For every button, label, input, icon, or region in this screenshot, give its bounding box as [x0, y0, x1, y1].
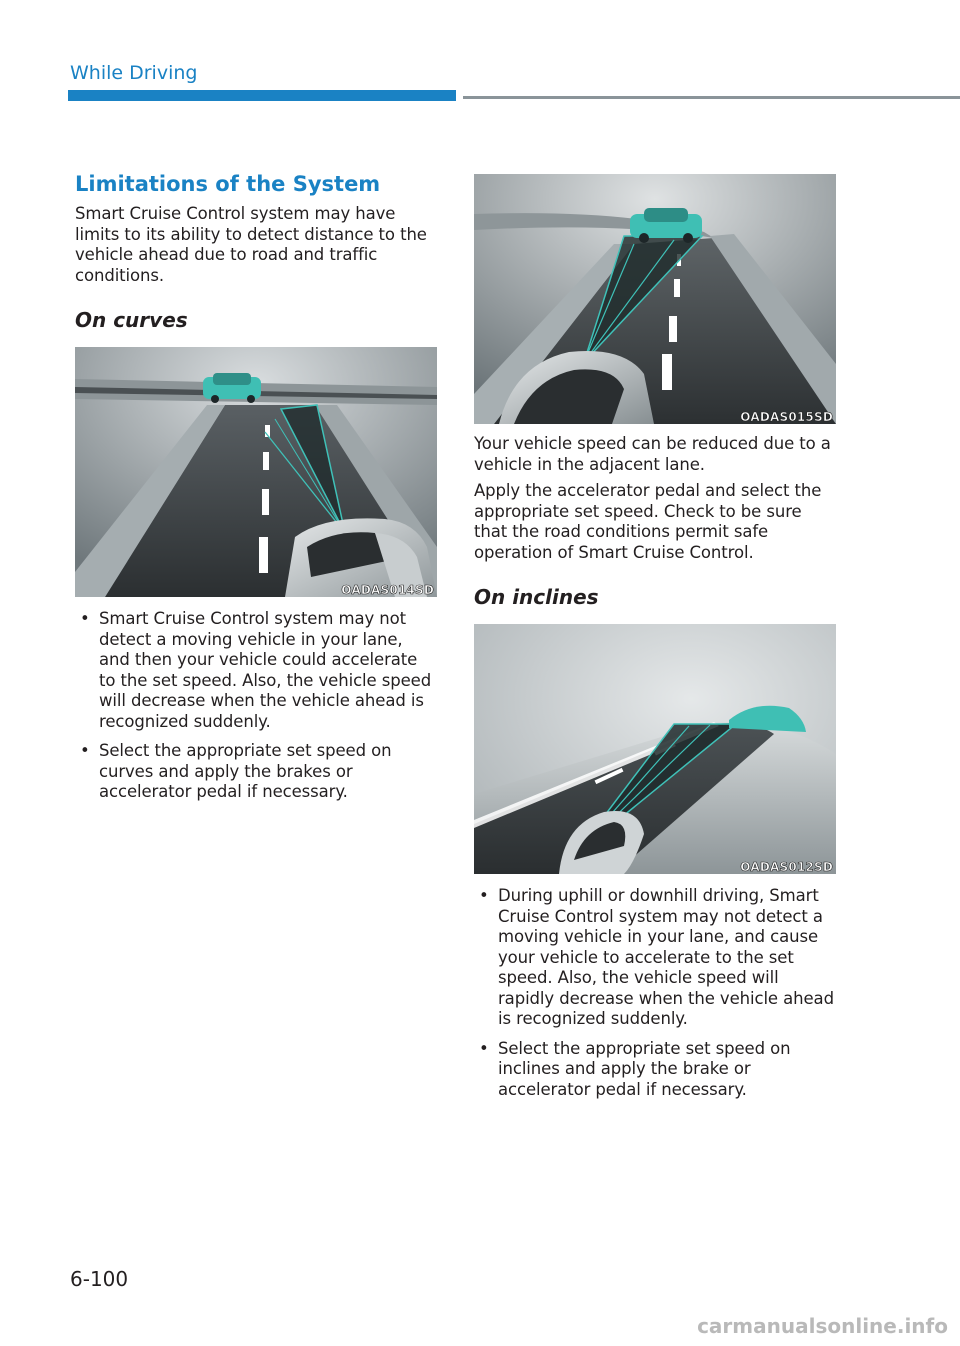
list-item: [75, 741, 437, 803]
inclines-scene: [474, 624, 836, 874]
figure-code: OADAS014SD: [341, 583, 434, 597]
section-title: Limitations of the System: [75, 172, 381, 196]
page-number: 6-100: [70, 1267, 129, 1291]
adjacent-lane-paragraph: Your vehicle speed can be reduced due to a vehicle in the adjacent lane.: [474, 434, 831, 474]
right-column: [474, 174, 836, 1109]
bullet-icon: •: [479, 1038, 489, 1058]
intro-paragraph: Smart Cruise Control system may have limits to its ability to detect distance to the vehicle ahead due to road and traffic conditions.: [75, 204, 427, 285]
curves-bullet-list: [75, 609, 437, 803]
adjacent-lane-scene: [474, 174, 836, 424]
inclines-heading: On inclines: [474, 585, 599, 609]
figure-code: OADAS015SD: [740, 410, 833, 424]
bullet-icon: •: [80, 609, 90, 628]
figure-code: OADAS012SD: [740, 860, 833, 874]
bullet-text: During uphill or downhill driving, Smart Cruise Control system may not detect a moving vehicle in your lane, and cause your vehicle to accelerate to the set speed. Also, the vehicle speed will rapidly decrease when the vehicle ahead is recognized suddenly.: [498, 886, 834, 1028]
header-rule-blue: [68, 90, 456, 101]
bullet-text: Select the appropriate set speed on inclines and apply the brake or accelerator pedal if necessary.: [498, 1038, 791, 1099]
bullet-text: Select the appropriate set speed on curves and apply the brakes or accelerator pedal if necessary.: [99, 741, 392, 801]
inclines-illustration: [474, 624, 836, 874]
inclines-bullet-list: [474, 886, 836, 1100]
adjacent-lane-illustration: [474, 174, 836, 424]
accelerator-paragraph: Apply the accelerator pedal and select the appropriate set speed. Check to be sure that the road conditions permit safe operation of Smart Cruise Control.: [474, 481, 822, 562]
list-item: [474, 1039, 836, 1101]
watermark: carmanualsonline.info: [697, 1314, 948, 1338]
bullet-text: Smart Cruise Control system may not detect a moving vehicle in your lane, and then your vehicle could accelerate to the set speed. Also, the vehicle speed will decrease when the vehicle ahead is recognized suddenly.: [99, 609, 432, 731]
curves-scene: [75, 347, 437, 597]
bullet-icon: •: [80, 741, 90, 760]
list-item: [474, 886, 836, 1030]
list-item: [75, 609, 437, 732]
vehicle-ahead: [203, 373, 261, 403]
header-rule-gray: [463, 96, 960, 99]
curves-illustration: [75, 347, 437, 597]
running-header-title: While Driving: [70, 62, 198, 84]
bullet-icon: •: [479, 886, 489, 905]
left-column: [75, 172, 437, 812]
curves-heading: On curves: [75, 308, 188, 332]
